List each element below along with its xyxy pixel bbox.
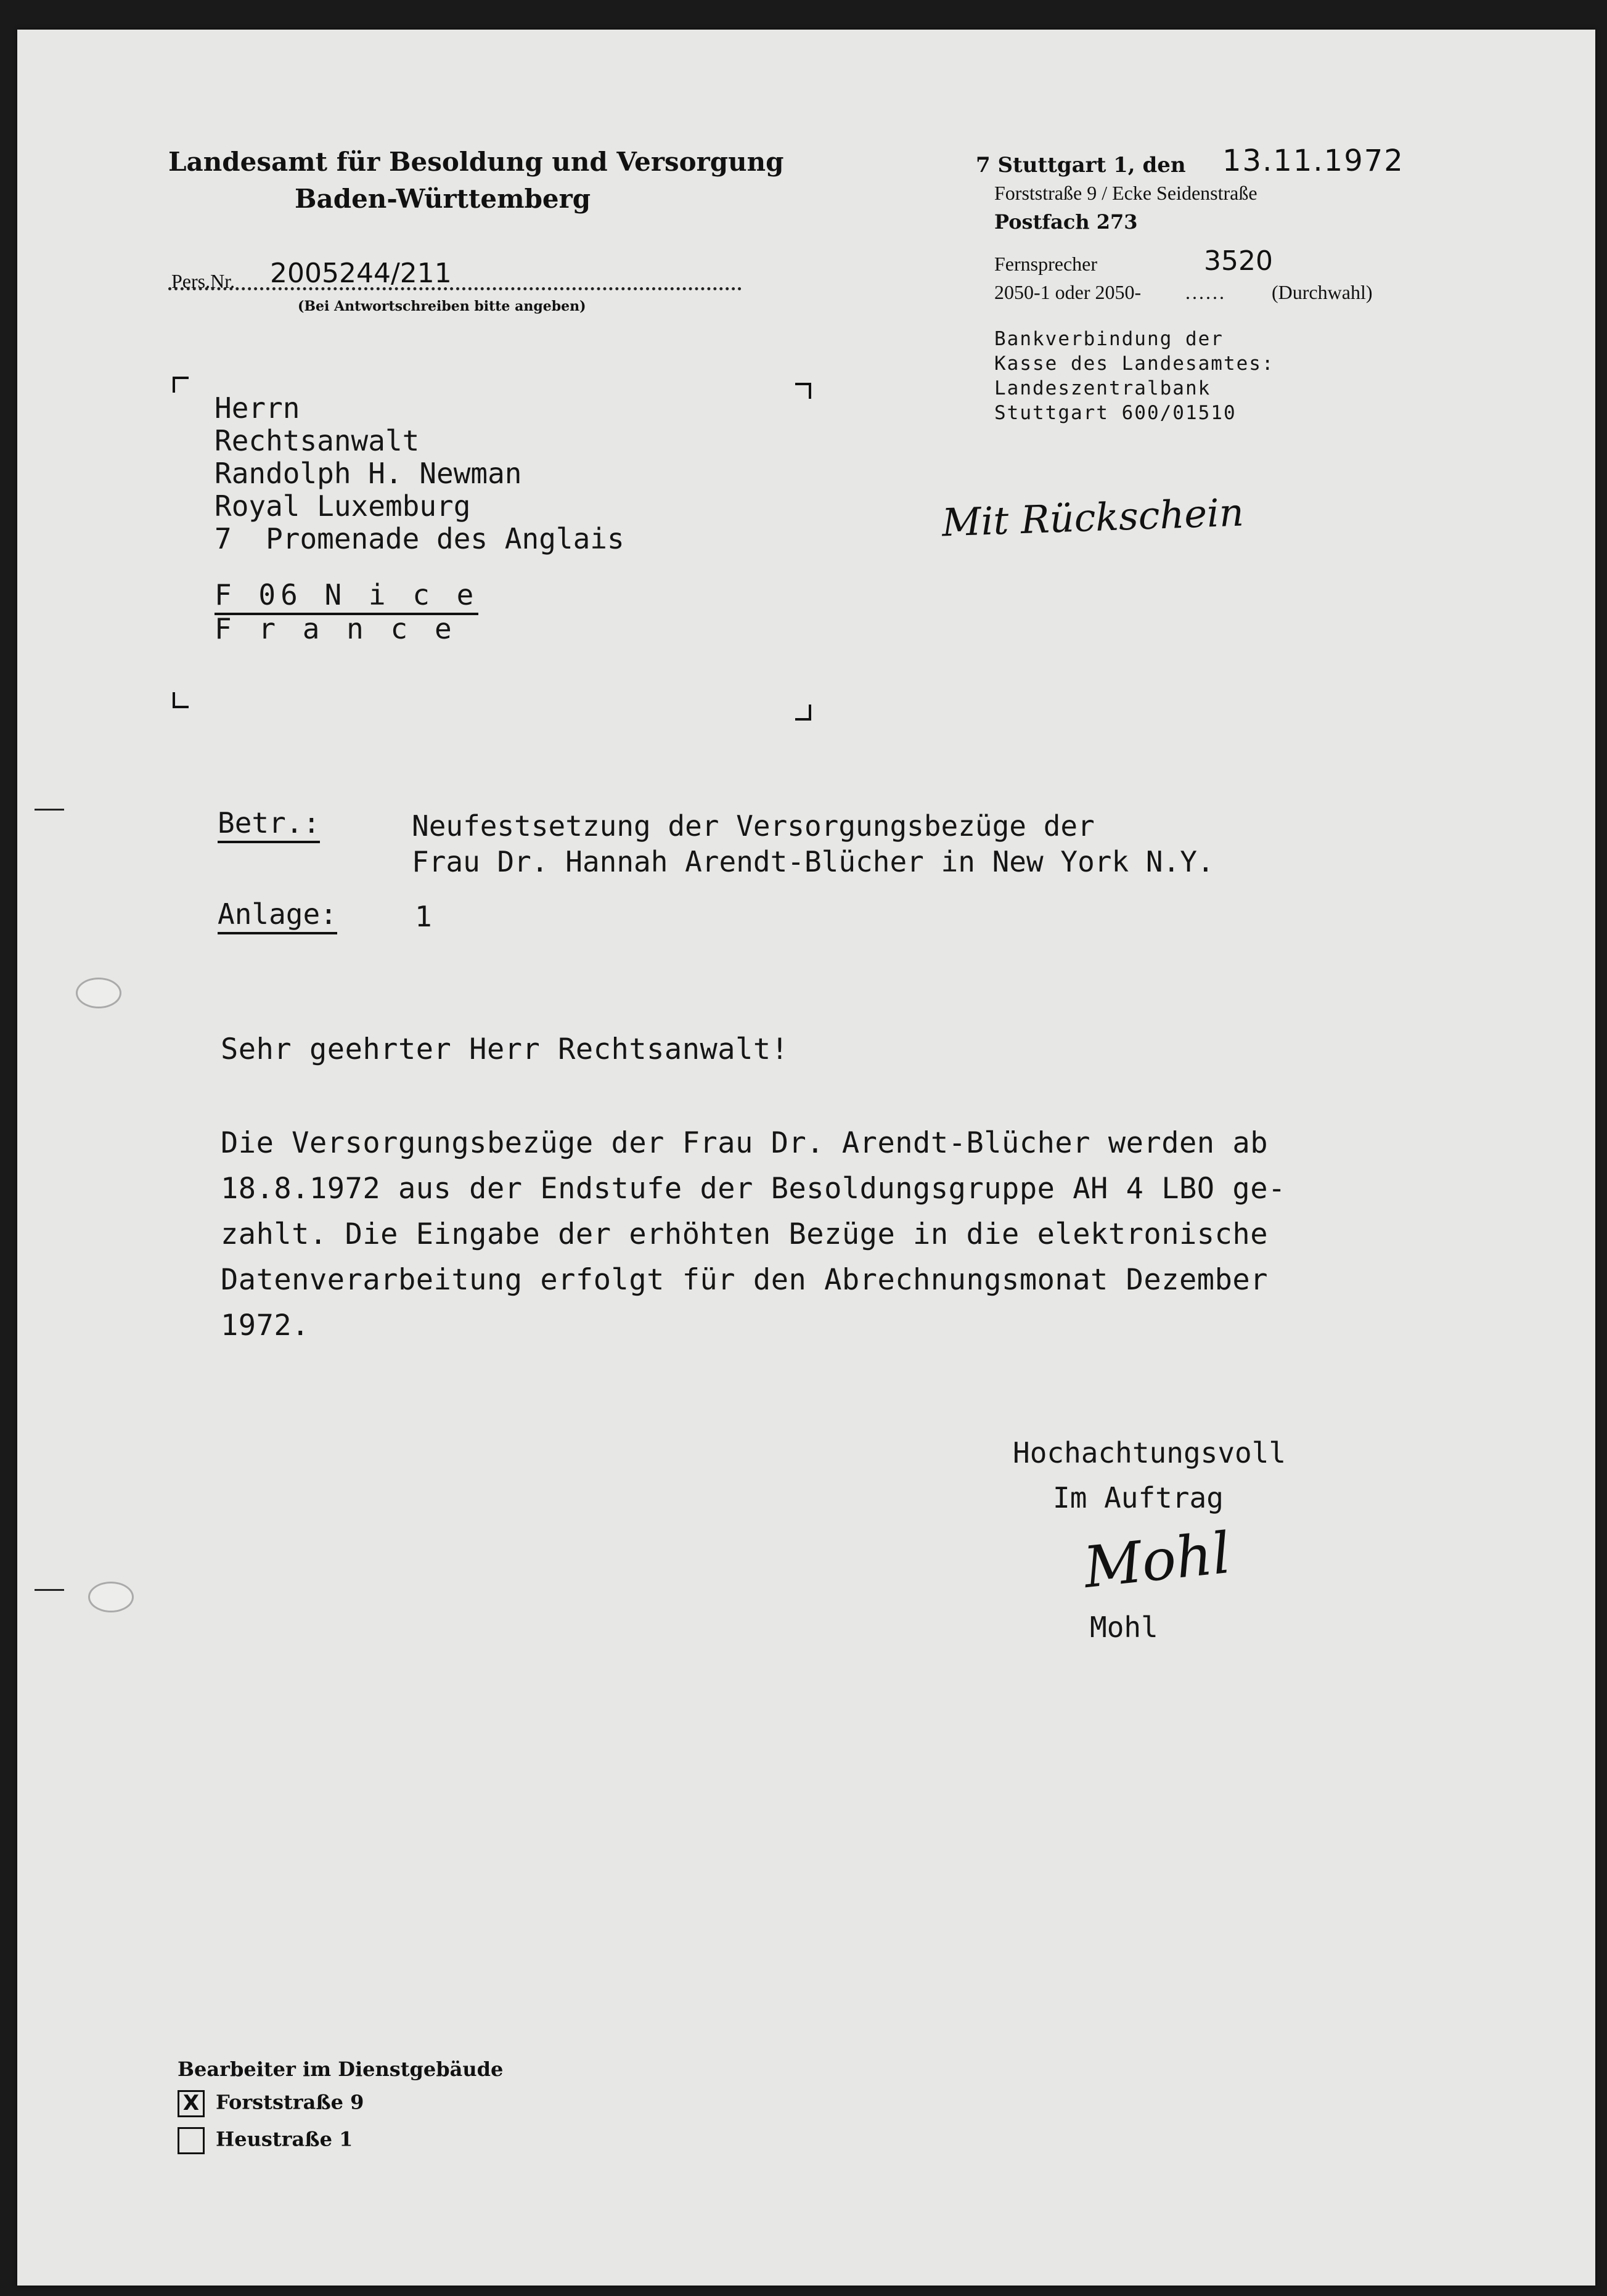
- checkbox-checked[interactable]: X: [178, 2090, 205, 2117]
- body-line-1: Die Versorgungsbezüge der Frau Dr. Arendt-Blücher werden ab: [221, 1126, 1268, 1160]
- bank-line-3: Landeszentralbank: [994, 377, 1211, 399]
- footer-option-label: Heustraße 1: [216, 2127, 353, 2151]
- address-corner-bottom-left: [173, 692, 189, 708]
- signature: Mohl: [1081, 1519, 1234, 1601]
- signer-name: Mohl: [1090, 1611, 1158, 1644]
- pers-nr-note: (Bei Antwortschreiben bitte angeben): [298, 298, 586, 314]
- fold-mark-lower: [35, 1589, 64, 1591]
- pers-nr-label: Pers.Nr.: [171, 270, 235, 292]
- footer-option-forststrasse: [178, 2090, 364, 2117]
- body-line-5: 1972.: [221, 1309, 309, 1342]
- body-line-3: zahlt. Die Eingabe der erhöhten Bezüge in die elektronische: [221, 1217, 1268, 1251]
- letter-page: [17, 30, 1595, 2286]
- punch-hole-bottom: [88, 1582, 134, 1612]
- phone-extension: 3520: [1204, 245, 1273, 277]
- recipient-line-1: Herrn: [215, 391, 300, 425]
- subject-line-1: Neufestsetzung der Versorgungsbezüge der: [412, 809, 1095, 843]
- phone-dots: ......: [1185, 281, 1226, 303]
- body-line-4: Datenverarbeitung erfolgt für den Abrechnungsmonat Dezember: [221, 1263, 1268, 1297]
- sender-postfach: Postfach 273: [994, 210, 1138, 234]
- pers-nr-dotted-line: [168, 287, 742, 290]
- footer-option-label: Forststraße 9: [216, 2090, 364, 2114]
- bank-line-2: Kasse des Landesamtes:: [994, 353, 1275, 375]
- address-corner-bottom-right: [795, 705, 811, 721]
- phone-label: Fernsprecher: [994, 253, 1098, 275]
- punch-hole-top: [76, 978, 121, 1008]
- salutation: Sehr geehrter Herr Rechtsanwalt!: [221, 1032, 789, 1066]
- footer-option-heustrasse: [178, 2127, 353, 2154]
- recipient-postal: F 06 N i c e: [215, 578, 478, 615]
- attachment-label: Anlage:: [218, 897, 337, 934]
- phone-suffix: (Durchwahl): [1272, 281, 1373, 303]
- closing-line: Hochachtungsvoll: [1013, 1436, 1286, 1469]
- attachment-value: 1: [415, 900, 432, 933]
- bank-line-4: Stuttgart 600/01510: [994, 402, 1237, 424]
- address-corner-top-right: [795, 383, 811, 399]
- handwritten-note: Mit Rückschein: [941, 489, 1245, 545]
- fold-mark-upper: [35, 809, 64, 811]
- sender-street: Forststraße 9 / Ecke Seidenstraße: [994, 182, 1257, 204]
- body-line-2: 18.8.1972 aus der Endstufe der Besoldungsgruppe AH 4 LBO ge-: [221, 1172, 1286, 1206]
- letterhead-authority: Landesamt für Besoldung und Versorgung: [168, 147, 784, 177]
- recipient-line-2: Rechtsanwalt: [215, 424, 420, 457]
- footer-title: Bearbeiter im Dienstgebäude: [178, 2057, 504, 2081]
- pers-nr-value: 2005244/211: [270, 258, 452, 289]
- subject-line-2: Frau Dr. Hannah Arendt-Blücher in New York N.Y.: [412, 845, 1214, 878]
- letterhead-state: Baden-Württemberg: [295, 184, 591, 214]
- closing-in-order: Im Auftrag: [1053, 1481, 1224, 1514]
- letter-date: 13.11.1972: [1222, 144, 1404, 178]
- phone-numbers: 2050-1 oder 2050-: [994, 281, 1142, 303]
- recipient-line-5: 7 Promenade des Anglais: [215, 522, 624, 555]
- recipient-line-3: Randolph H. Newman: [215, 457, 522, 490]
- sender-city: 7 Stuttgart 1, den: [976, 153, 1186, 178]
- checkbox-unchecked[interactable]: [178, 2127, 205, 2154]
- bank-line-1: Bankverbindung der: [994, 328, 1224, 350]
- address-corner-top-left: [173, 377, 189, 393]
- recipient-country: F r a n c e: [215, 612, 457, 645]
- recipient-line-4: Royal Luxemburg: [215, 489, 471, 523]
- subject-label: Betr.:: [218, 806, 320, 843]
